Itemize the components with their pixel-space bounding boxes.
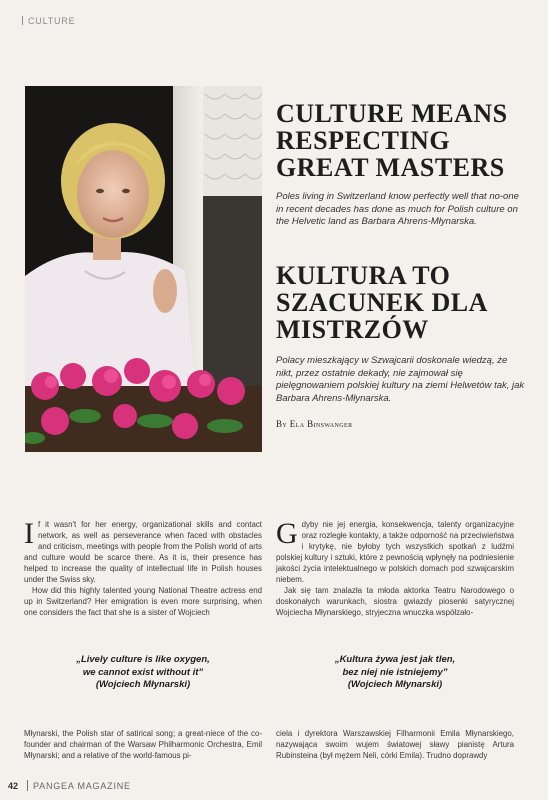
quote-line: „Kultura żywa jest jak tlen, [334,654,456,665]
page-number: 42 [8,781,19,791]
footer-divider [27,780,28,791]
magazine-name: PANGEA MAGAZINE [33,781,131,791]
quote-author: (Wojciech Młynarski) [347,679,443,690]
photo-illustration [25,86,262,452]
byline: By Ela Binswanger [276,419,353,429]
article-column-pl [276,519,514,618]
pull-quote-en [24,654,262,692]
paragraph: Jak się tam znalazła ta młoda aktorka Teatru Narodowego o doskonałych warunkach, siostra gwiazdy piosenki satyrycznej Wojciecha Młynarskiego, stryjeczna wnuczka współzało- [276,586,514,617]
section-name: CULTURE [28,16,76,26]
page-title-pl: KULTURA TO SZACUNEK DLA MISTRZÓW [276,261,487,344]
paragraph [276,519,514,585]
title-block-pl [276,262,526,429]
page-footer [0,776,548,800]
dropcap: I [24,517,34,550]
paragraph: How did this highly talented young National Theatre actress end up in Switzerland? Her emigration is even more surprising, when one considers the fact that she is a sister of Wojciech [24,586,262,617]
paragraph-text: f it wasn't for her energy, organizational skills and contact network, as well as perseverance when faced with obstacles and criticism, meetings with people from the Polish world of arts and culture would be scarce there. As it is, their presence has helped to increase the quality of intellectual life in Polish houses under the Swiss sky. [24,520,262,584]
paragraph-text: dyby nie jej energia, konsekwencja, talenty organizacyjne oraz rozległe kontakty, a także odporność na przeciwieństwa i krytykę, nie byłoby tych wszystkich spotkań z ludźmi polskiej kultury i sztuki, które z pewnością wpłynęły na podniesienie jakości życia intelektualnego w polskich domach pod szwajcarskim niebem. [276,520,514,584]
article-continuation-pl [276,728,514,761]
dropcap: G [276,517,298,550]
quote-author: (Wojciech Młynarski) [95,679,191,690]
article-continuation-en [24,728,262,761]
lead-en: Poles living in Switzerland know perfectly well that no-one in recent decades has done as much for Polish culture on the Helvetic land as Barbara Ahrens-Młynarska. [276,191,519,227]
title-block-en [276,100,526,229]
quote-line: „Lively culture is like oxygen, [76,654,210,665]
article-column-en [24,519,262,618]
page-title-en: CULTURE MEANS RESPECTING GREAT MASTERS [276,99,508,182]
lead-pl: Polacy mieszkający w Szwajcarii doskonale wiedzą, że nikt, przez ostatnie dekady, nie zajmował się pielęgnowaniem polskiej kultury na ziemi Helwetów tak, jak Barbara Ahrens-Młynarska. [276,355,525,404]
portrait-photo [25,86,262,452]
paragraph: ciela i dyrektora Warszawskiej Filharmonii Emila Młynarskiego, nazywająca swoim wujem światowej sławy pianistę Artura Rubinsteina (był mężem Neli, córki Emila). Trudno doprawdy [276,729,514,760]
section-label [22,16,75,26]
paragraph: Młynarski, the Polish star of satirical song; a great-niece of the co-founder and chairman of the Warsaw Philharmonic Orchestra, Emil Młynarski; and a relative of the world-famous pi- [24,729,262,760]
pull-quote-pl [276,654,514,692]
paragraph [24,519,262,585]
quote-line: bez niej nie istniejemy” [342,666,448,678]
quote-line: we cannot exist without it” [82,666,204,678]
section-divider [22,16,23,25]
